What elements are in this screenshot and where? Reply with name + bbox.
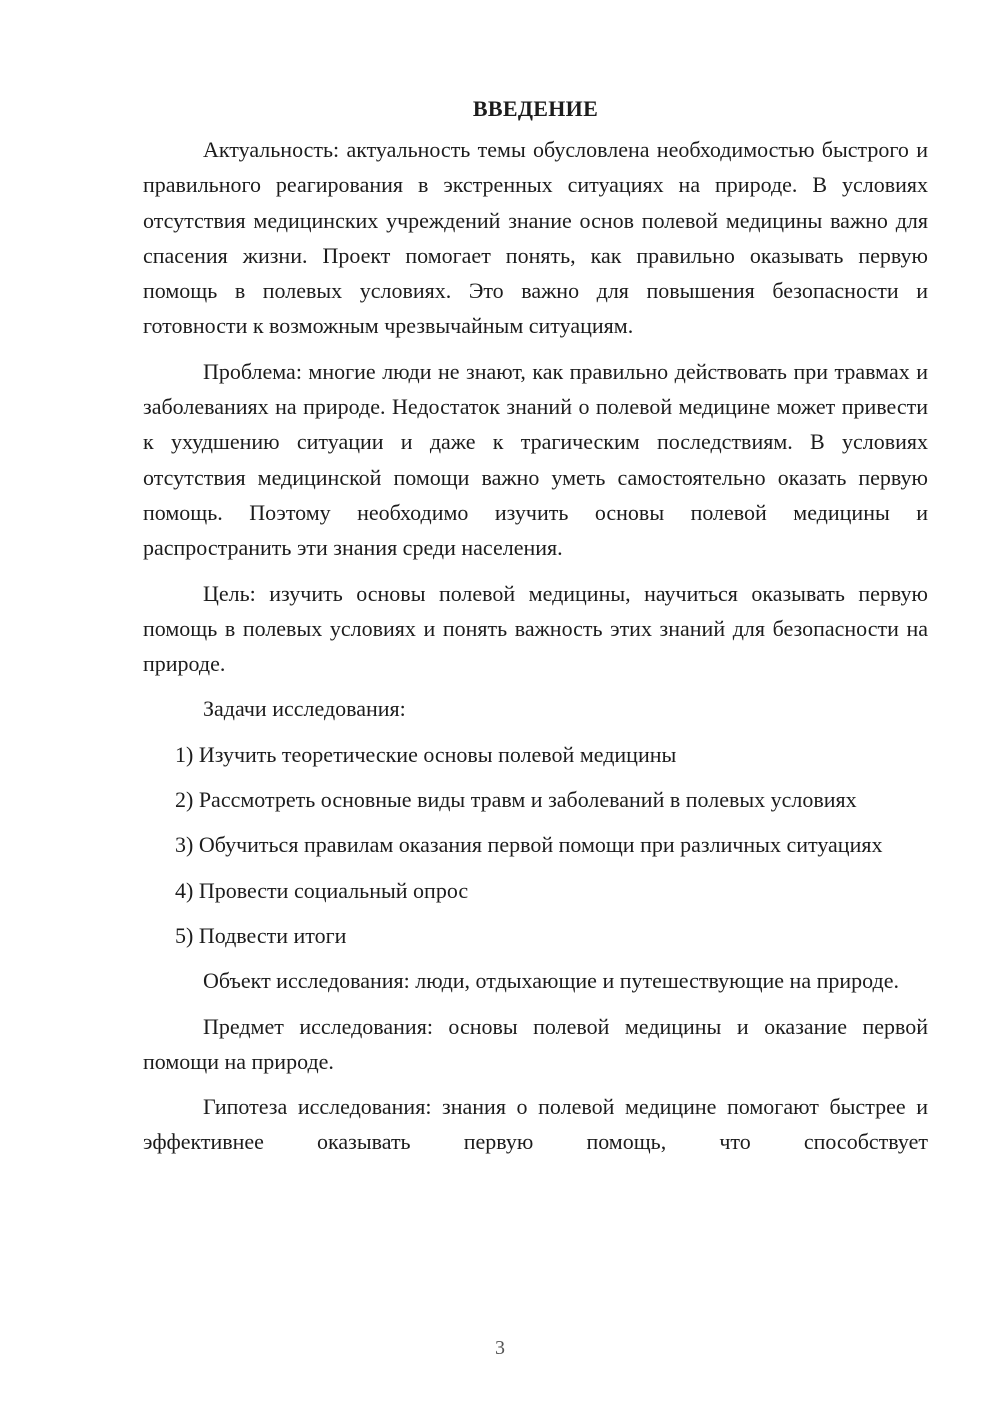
relevance-paragraph: Актуальность: актуальность темы обусловлена необходимостью быстрого и правильного реагирования в экстренных ситуациях на природе. В условиях отсутствия медицинских учреждений знание основ полевой медицины важно для спасения жизни. Проект помогает понять, как правильно оказывать первую помощь в полевых условиях. Это важно для повышения безопасности и готовности к возможным чрезвычайным ситуациям. xyxy=(143,137,928,339)
goal-paragraph: Цель: изучить основы полевой медицины, научиться оказывать первую помощь в полевых условиях и понять важность этих знаний для безопасности на природе. xyxy=(143,580,928,677)
task-item-4: 4) Провести социальный опрос xyxy=(175,877,469,903)
subject-paragraph: Предмет исследования: основы полевой медицины и оказание первой помощи на природе. xyxy=(143,1013,928,1074)
section-heading: ВВЕДЕНИЕ xyxy=(472,96,599,121)
page-number: 3 xyxy=(495,1337,505,1359)
task-item-1: 1) Изучить теоретические основы полевой медицины xyxy=(175,741,677,767)
problem-paragraph: Проблема: многие люди не знают, как правильно действовать при травмах и заболеваниях на природе. Недостаток знаний о полевой медицине может привести к ухудшению ситуации и даже к трагическим последствиям. В условиях отсутствия медицинской помощи важно уметь самостоятельно оказать первую помощь. Поэтому необходимо изучить основы полевой медицины и распространить эти знания среди населения. xyxy=(143,358,928,561)
tasks-heading: Задачи исследования: xyxy=(203,696,406,722)
object-paragraph: Объект исследования: люди, отдыхающие и путешествующие на природе. xyxy=(203,968,899,994)
document-page xyxy=(143,94,928,1160)
task-item-3: 3) Обучиться правилам оказания первой помощи при различных ситуациях xyxy=(175,832,883,858)
hypothesis-paragraph: Гипотеза исследования: знания о полевой медицине помогают быстрее и эффективнее оказывать первую помощь, что способствует xyxy=(143,1094,928,1155)
task-item-5: 5) Подвести итоги xyxy=(175,922,347,948)
task-item-2: 2) Рассмотреть основные виды травм и заболеваний в полевых условиях xyxy=(175,787,857,813)
